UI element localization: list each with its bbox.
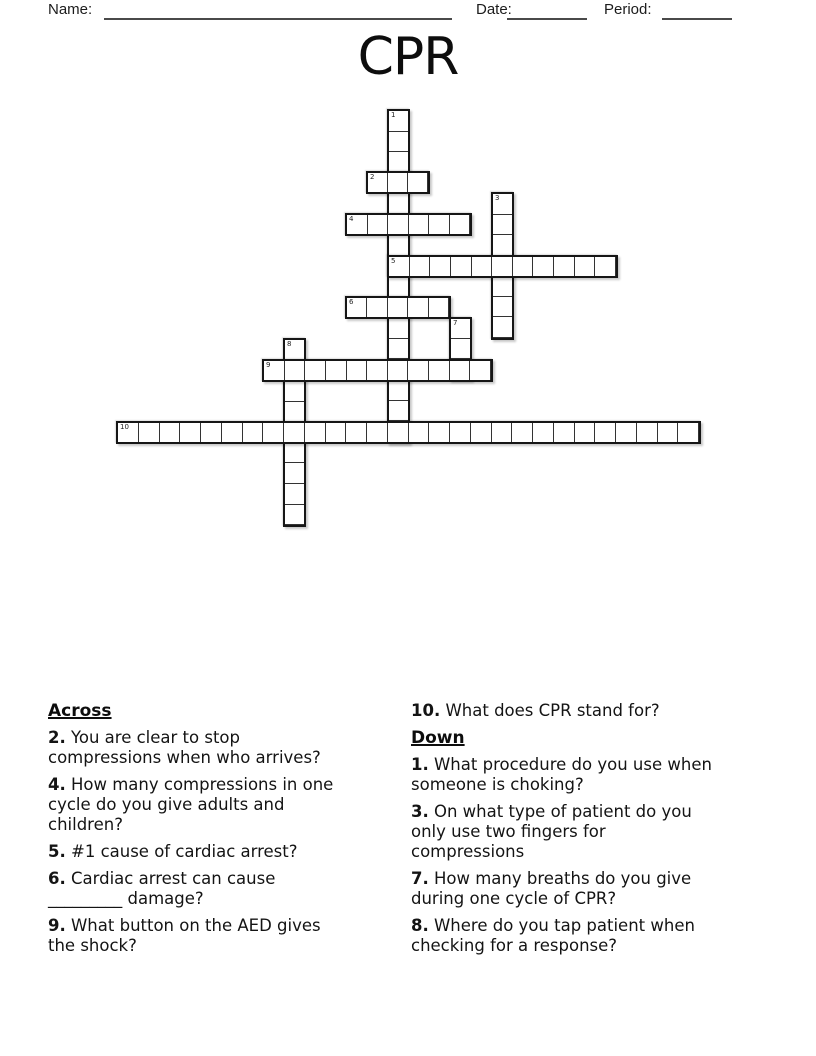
grid-cell	[450, 423, 471, 442]
across-clues-overflow	[411, 701, 717, 721]
grid-clue-number: 4	[349, 215, 354, 223]
grid-cell	[492, 257, 513, 276]
grid-cell	[305, 423, 326, 442]
grid-cell	[430, 257, 451, 276]
grid-cell	[658, 423, 679, 442]
down-heading: Down	[411, 728, 465, 748]
grid-cell	[678, 423, 699, 442]
grid-cell	[595, 423, 616, 442]
grid-clue-number: 6	[349, 298, 354, 306]
clue-text: What procedure do you use when someone is choking?	[411, 755, 712, 794]
grid-cell	[285, 361, 306, 380]
word-5-across	[387, 255, 618, 278]
grid-cell	[389, 194, 408, 215]
grid-cell	[554, 423, 575, 442]
clue-text: What button on the AED gives the shock?	[48, 916, 321, 955]
grid-clue-number: 10	[120, 423, 129, 431]
grid-cell	[450, 361, 471, 380]
clue-number: 9.	[48, 916, 66, 935]
clue-number: 4.	[48, 775, 66, 794]
down-clues-list	[411, 755, 717, 956]
grid-cell	[429, 215, 450, 234]
grid-cell	[326, 361, 347, 380]
clue-number: 5.	[48, 842, 66, 861]
grid-cell	[493, 317, 512, 338]
grid-cell	[160, 423, 181, 442]
date-label: Date:	[476, 1, 512, 18]
grid-cell	[493, 215, 512, 236]
word-2-across	[366, 171, 430, 194]
word-4-across	[345, 213, 472, 236]
clue-across-6	[48, 869, 350, 909]
grid-cell	[367, 361, 388, 380]
grid-cell	[284, 423, 305, 442]
grid-cell	[388, 361, 409, 380]
grid-cell	[409, 215, 430, 234]
clue-down-3	[411, 802, 717, 862]
grid-cell	[471, 423, 492, 442]
grid-cell	[408, 173, 428, 192]
clue-number: 6.	[48, 869, 66, 888]
grid-cell	[429, 298, 449, 317]
clue-text: On what type of patient do you only use two fingers for compressions	[411, 802, 692, 861]
grid-cell	[554, 257, 575, 276]
grid-cell	[410, 257, 431, 276]
clue-text: Cardiac arrest can cause _________ damage?	[48, 869, 276, 908]
grid-cell	[285, 381, 304, 402]
clue-number: 1.	[411, 755, 429, 774]
grid-cell	[451, 257, 472, 276]
grid-cell	[493, 235, 512, 256]
grid-cell	[368, 215, 389, 234]
grid-clue-number: 7	[453, 319, 458, 327]
grid-clue-number: 8	[287, 340, 292, 348]
grid-cell	[222, 423, 243, 442]
grid-cell	[637, 423, 658, 442]
word-10-across	[116, 421, 701, 444]
grid-cell	[575, 257, 596, 276]
grid-cell	[367, 298, 387, 317]
grid-cell	[285, 443, 304, 464]
page-title: CPR	[357, 27, 459, 87]
grid-cell	[409, 423, 430, 442]
grid-cell	[346, 423, 367, 442]
grid-cell	[389, 152, 408, 173]
clue-down-7	[411, 869, 717, 909]
clue-number: 10.	[411, 701, 441, 720]
clue-number: 2.	[48, 728, 66, 747]
clue-number: 7.	[411, 869, 429, 888]
grid-cell	[389, 235, 408, 256]
grid-cell	[575, 423, 596, 442]
clue-across-9	[48, 916, 350, 956]
clue-down-1	[411, 755, 717, 795]
name-label: Name:	[48, 1, 93, 18]
grid-cell	[595, 257, 616, 276]
grid-cell	[389, 277, 408, 298]
grid-cell	[493, 297, 512, 318]
grid-cell	[388, 215, 409, 234]
grid-cell	[513, 257, 534, 276]
grid-cell	[389, 339, 408, 360]
clue-text: How many compressions in one cycle do you give adults and children?	[48, 775, 334, 834]
grid-cell	[512, 423, 533, 442]
across-heading: Across	[48, 701, 112, 721]
clue-down-8	[411, 916, 717, 956]
clue-text: What does CPR stand for?	[440, 701, 660, 720]
grid-cell	[285, 402, 304, 423]
grid-cell	[389, 132, 408, 153]
grid-cell	[408, 361, 429, 380]
clue-across-5	[48, 842, 350, 862]
grid-cell	[429, 361, 450, 380]
grid-cell	[263, 423, 284, 442]
grid-clue-number: 2	[370, 173, 375, 181]
clue-text: How many breaths do you give during one cycle of CPR?	[411, 869, 692, 908]
grid-cell	[326, 423, 347, 442]
grid-clue-number: 3	[495, 194, 500, 202]
grid-cell	[429, 423, 450, 442]
grid-clue-number: 1	[391, 111, 396, 119]
clue-text: You are clear to stop compressions when who arrives?	[48, 728, 321, 767]
grid-cell	[285, 484, 304, 505]
period-label: Period:	[604, 1, 652, 18]
grid-cell	[347, 361, 368, 380]
grid-cell	[139, 423, 160, 442]
clues-column-left	[48, 701, 350, 963]
clue-text: #1 cause of cardiac arrest?	[65, 842, 298, 861]
grid-cell	[389, 401, 408, 422]
grid-cell	[408, 298, 428, 317]
grid-cell	[451, 339, 470, 359]
grid-cell	[243, 423, 264, 442]
clue-number: 8.	[411, 916, 429, 935]
grid-cell	[533, 423, 554, 442]
clue-text: Where do you tap patient when checking for a response?	[411, 916, 695, 955]
grid-cell	[389, 318, 408, 339]
grid-cell	[388, 298, 408, 317]
clue-across-2	[48, 728, 350, 768]
grid-clue-number: 5	[391, 257, 396, 265]
clue-across-10	[411, 701, 717, 721]
clue-number: 3.	[411, 802, 429, 821]
grid-cell	[180, 423, 201, 442]
grid-cell	[305, 361, 326, 380]
word-9-across	[262, 359, 493, 382]
grid-cell	[285, 463, 304, 484]
grid-cell	[285, 505, 304, 526]
grid-cell	[389, 380, 408, 401]
grid-cell	[470, 361, 491, 380]
grid-cell	[493, 276, 512, 297]
grid-cell	[388, 173, 408, 192]
grid-cell	[533, 257, 554, 276]
grid-cell	[367, 423, 388, 442]
grid-cell	[450, 215, 471, 234]
clues-column-right	[411, 701, 717, 963]
grid-clue-number: 9	[266, 361, 271, 369]
grid-cell	[388, 423, 409, 442]
clue-across-4	[48, 775, 350, 835]
word-6-across	[345, 296, 451, 319]
grid-cell	[472, 257, 493, 276]
across-clues-list	[48, 728, 350, 956]
grid-cell	[616, 423, 637, 442]
grid-cell	[492, 423, 513, 442]
grid-cell	[201, 423, 222, 442]
